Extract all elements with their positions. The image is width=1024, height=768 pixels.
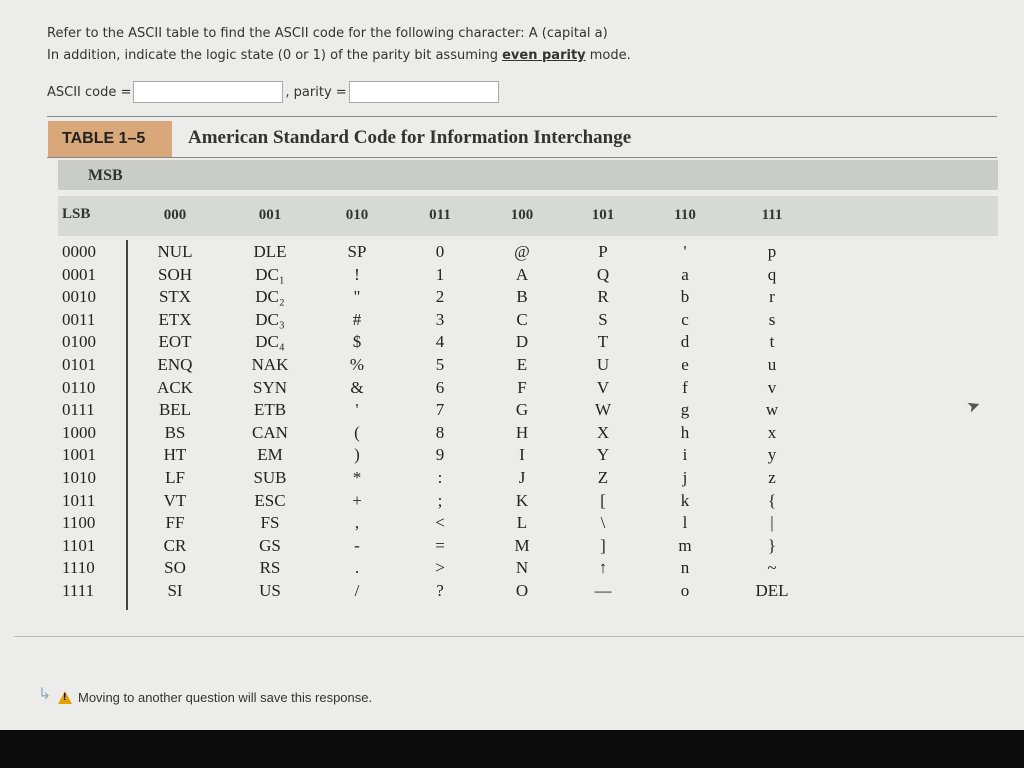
table-cell: ( [354, 422, 360, 442]
table-cell: DEL [755, 581, 789, 600]
table-cell: F [517, 377, 527, 397]
ascii-code-input[interactable] [133, 81, 283, 103]
table-cell: 3 [435, 309, 445, 329]
lsb-value: 0110 [62, 377, 96, 397]
table-cell: L [516, 513, 528, 533]
table-cell: / [354, 581, 360, 600]
table-cell: r [769, 287, 775, 307]
lsb-label: LSB [62, 206, 91, 222]
table-cell: FS [260, 513, 280, 533]
column-header-110: 110 [674, 207, 696, 223]
table-cell: LF [165, 468, 185, 487]
table-cell: SI [167, 581, 183, 600]
table-cell: T [597, 332, 609, 352]
table-cell: w [765, 400, 779, 420]
lsb-value: 0010 [62, 287, 96, 307]
table-cell: Q [596, 264, 610, 284]
lsb-value: 1111 [62, 581, 95, 600]
column-header-111: 111 [761, 207, 783, 223]
table-cell: 6 [435, 377, 445, 397]
answer-row [47, 80, 501, 104]
table-cell: ESC [254, 490, 286, 510]
return-arrow-icon: ↳ [38, 686, 52, 703]
lsb-value: 0111 [62, 400, 95, 420]
table-cell: c [681, 309, 689, 329]
table-cell: 1 [435, 264, 445, 284]
lsb-value: 1001 [62, 445, 96, 465]
column-header-001: 001 [258, 207, 282, 223]
table-cell: DC₄ [255, 332, 285, 352]
table-cell: HT [163, 445, 187, 465]
table-cell: p [767, 242, 777, 261]
table-cell: q [767, 264, 777, 284]
table-cell: SOH [157, 264, 192, 284]
table-cell: O [515, 581, 529, 600]
table-cell: CAN [252, 422, 288, 442]
table-cell: z [768, 468, 776, 487]
table-cell: y [767, 445, 777, 465]
table-cell: ; [437, 490, 443, 510]
table-cell: ETB [253, 400, 287, 420]
msb-band [58, 160, 998, 190]
table-divider [126, 240, 128, 610]
table-cell: SUB [253, 468, 287, 487]
table-cell: W [594, 400, 612, 420]
table-cell: 7 [435, 400, 445, 420]
table-cell: C [516, 309, 528, 329]
table-cell: V [596, 377, 610, 397]
table-cell: m [678, 535, 692, 555]
lsb-value: 0011 [62, 309, 96, 329]
footer-message-text: Moving to another question will save this response. [78, 690, 373, 705]
table-cell: } [767, 535, 777, 555]
table-cell: 4 [435, 332, 445, 352]
table-cell: DC₃ [255, 309, 285, 329]
table-cell: E [516, 355, 528, 374]
table-cell: X [596, 422, 610, 442]
question-line-2-prefix: In addition, indicate the logic state (0 or 1) of the parity bit assuming [47, 48, 503, 63]
table-cell: ENQ [157, 355, 193, 374]
table-cell: + [352, 490, 362, 510]
table-cell: e [681, 355, 689, 374]
table-cell: ↑ [598, 558, 608, 578]
table-cell: . [354, 558, 360, 578]
table-cell: SO [164, 558, 186, 578]
table-cell: 9 [435, 445, 445, 465]
table-cell: , [354, 513, 360, 533]
table-cell: DC₁ [255, 264, 285, 284]
table-cell: Y [596, 445, 610, 465]
mouse-cursor-icon: ➤ [964, 396, 984, 417]
table-cell: N [515, 558, 529, 578]
table-cell: [ [600, 490, 606, 510]
table-cell: FF [165, 513, 185, 533]
table-cell: ACK [157, 377, 193, 397]
table-tag: TABLE 1–5 [48, 121, 172, 157]
table-cell: M [514, 535, 530, 555]
footer-message [58, 690, 372, 705]
table-cell: ~ [767, 558, 777, 578]
table-cell: R [597, 287, 609, 307]
table-cell: h [680, 422, 690, 442]
table-cell: BEL [158, 400, 192, 420]
table-cell: EM [257, 445, 283, 465]
table-cell: f [682, 377, 688, 397]
lsb-value: 1011 [62, 490, 96, 510]
table-cell: 2 [435, 287, 445, 307]
question-line-2 [47, 48, 631, 63]
table-cell: # [352, 309, 362, 329]
table-cell: d [680, 332, 690, 352]
table-cell: NUL [157, 242, 193, 261]
table-cell: SP [347, 242, 367, 261]
table-cell: H [515, 422, 529, 442]
table-cell: b [680, 287, 690, 307]
table-cell: g [680, 400, 690, 420]
table-cell: ! [354, 264, 360, 284]
table-cell: SYN [252, 377, 287, 397]
table-cell: = [435, 535, 445, 555]
table-cell: P [598, 242, 608, 261]
table-cell: o [680, 581, 690, 600]
table-cell: D [515, 332, 529, 352]
table-cell: K [515, 490, 529, 510]
table-cell: I [519, 445, 525, 465]
table-cell: 5 [435, 355, 445, 374]
table-cell: a [681, 264, 689, 284]
table-cell: US [259, 581, 281, 600]
table-cell: @ [514, 242, 530, 261]
table-cell: - [354, 535, 360, 555]
column-header-011: 011 [429, 207, 451, 223]
table-cell: x [767, 422, 777, 442]
table-cell: J [518, 468, 526, 487]
table-cell: GS [259, 535, 281, 555]
table-cell: S [598, 309, 608, 329]
lsb-value: 0000 [62, 242, 96, 261]
warning-icon [58, 691, 72, 704]
lsb-value: 1110 [62, 558, 95, 578]
table-cell: 8 [435, 422, 445, 442]
table-cell: v [767, 377, 777, 397]
parity-input[interactable] [349, 81, 499, 103]
table-cell: 0 [435, 242, 445, 261]
table-cell: : [437, 468, 443, 487]
question-line-2-suffix: mode. [585, 48, 631, 63]
table-cell: \ [600, 513, 606, 533]
table-cell: { [767, 490, 777, 510]
lsb-value: 0100 [62, 332, 96, 352]
lsb-value: 1010 [62, 468, 96, 487]
table-cell: ] [600, 535, 606, 555]
table-cell: i [682, 445, 688, 465]
table-cell: Z [597, 468, 609, 487]
table-cell: t [769, 332, 775, 352]
table-cell: B [516, 287, 528, 307]
table-cell: $ [352, 332, 362, 352]
table-cell: j [682, 468, 688, 487]
question-line-1: Refer to the ASCII table to find the ASCII code for the following character: A (capital a) [47, 26, 608, 41]
column-header-101: 101 [591, 207, 615, 223]
lsb-value: 1000 [62, 422, 96, 442]
lsb-value: 0101 [62, 355, 96, 374]
table-cell: A [515, 264, 529, 284]
table-cell: | [770, 513, 774, 533]
msb-label: MSB [88, 167, 123, 184]
table-cell: STX [158, 287, 192, 307]
column-header-010: 010 [345, 207, 369, 223]
column-header-100: 100 [510, 207, 534, 223]
table-cell: % [349, 355, 365, 374]
table-title-rule [47, 157, 997, 158]
table-cell: < [435, 513, 445, 533]
footer-rule [14, 636, 1024, 637]
table-cell: l [682, 513, 688, 533]
parity-label: , parity = [285, 84, 347, 100]
table-cell: ' [355, 400, 359, 420]
table-cell: * [352, 468, 362, 487]
table-cell: U [596, 355, 610, 374]
table-cell: n [680, 558, 690, 578]
table-cell: BS [164, 422, 186, 442]
table-cell: " [353, 287, 361, 307]
table-cell: VT [163, 490, 187, 510]
column-header-000: 000 [163, 207, 187, 223]
table-cell: k [680, 490, 690, 510]
table-cell: — [594, 581, 612, 600]
table-cell: CR [163, 535, 187, 555]
table-cell: > [435, 558, 445, 578]
lsb-value: 1100 [62, 513, 96, 533]
table-cell: EOT [158, 332, 192, 352]
table-cell: NAK [251, 355, 289, 374]
table-cell: ? [436, 581, 444, 600]
table-cell: DC₂ [255, 287, 285, 307]
table-top-rule [47, 116, 997, 117]
table-cell: RS [259, 558, 281, 578]
table-title: American Standard Code for Information Interchange [188, 127, 632, 148]
table-cell: ' [683, 242, 687, 261]
table-cell: DLE [253, 242, 287, 261]
table-cell: ) [354, 445, 360, 465]
lsb-value: 0001 [62, 264, 96, 284]
ascii-code-label: ASCII code = [47, 84, 132, 100]
table-cell: s [768, 309, 776, 329]
table-cell: G [515, 400, 529, 420]
lsb-value: 1101 [62, 535, 96, 555]
table-cell: ETX [158, 309, 192, 329]
even-parity-emphasis: even parity [502, 48, 586, 63]
table-cell: u [767, 355, 777, 374]
table-cell: & [350, 377, 364, 397]
